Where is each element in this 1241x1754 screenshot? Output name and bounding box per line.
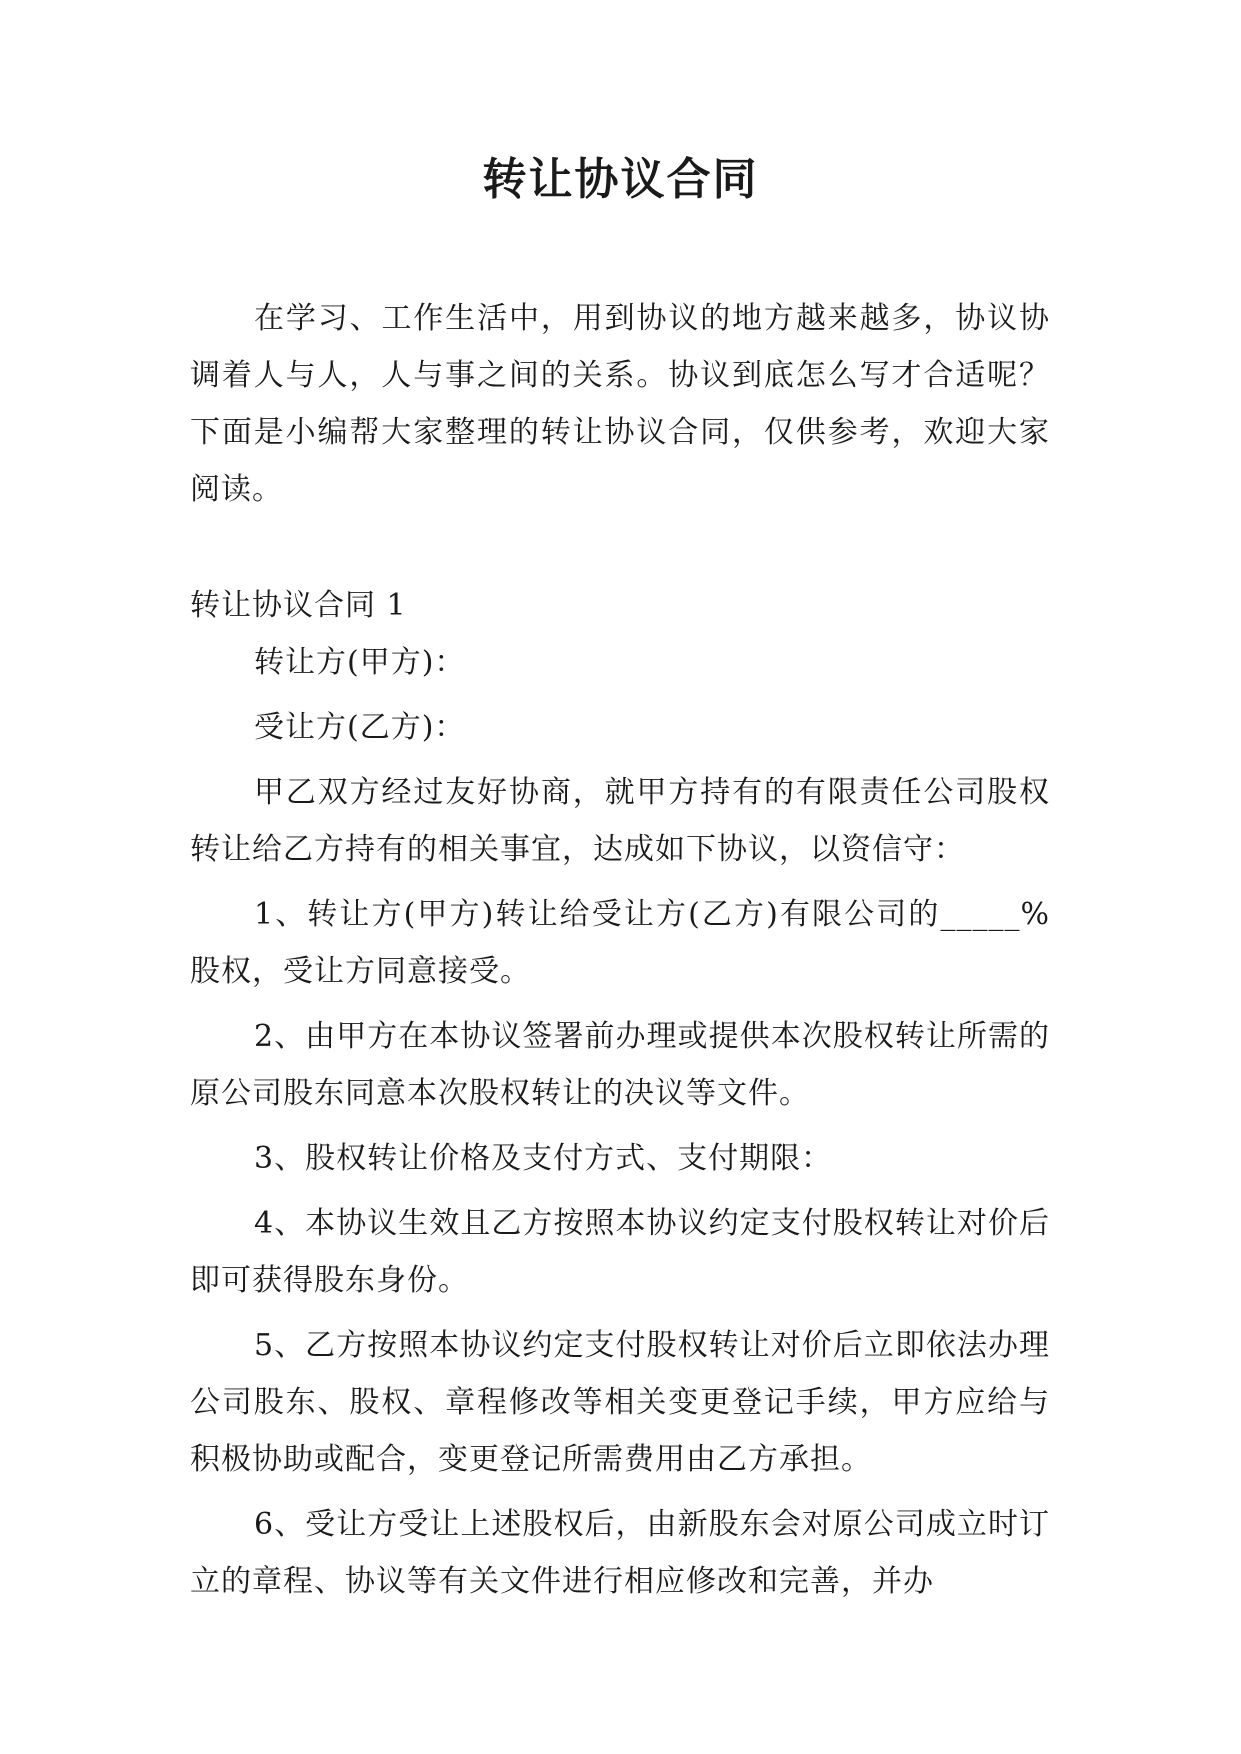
intro-paragraph: 在学习、工作生活中，用到协议的地方越来越多，协议协调着人与人，人与事之间的关系。协议到底怎么写才合适呢？下面是小编帮大家整理的转让协议合同，仅供参考，欢迎大家阅读。 [190, 301, 1050, 507]
clause-4: 4、本协议生效且乙方按照本协议约定支付股权转让对价后即可获得股东身份。 [190, 1206, 1050, 1298]
party-b-line: 受让方(乙方)： [254, 710, 466, 745]
contract-body [190, 634, 1050, 1610]
clause-3: 3、股权转让价格及支付方式、支付期限： [254, 1141, 833, 1176]
party-a-line: 转让方(甲方)： [254, 645, 466, 680]
clause-1: 1、转让方(甲方)转让给受让方(乙方)有限公司的_____%股权，受让方同意接受。 [190, 897, 1050, 989]
clause-6: 6、受让方受让上述股权后，由新股东会对原公司成立时订立的章程、协议等有关文件进行相应修改和完善，并办 [190, 1507, 1050, 1599]
clause-2: 2、由甲方在本协议签署前办理或提供本次股权转让所需的原公司股东同意本次股权转让的决议等文件。 [190, 1019, 1050, 1111]
preamble-paragraph: 甲乙双方经过友好协商，就甲方持有的有限责任公司股权转让给乙方持有的相关事宜，达成如下协议，以资信守： [190, 775, 1050, 867]
clause-5: 5、乙方按照本协议约定支付股权转让对价后立即依法办理公司股东、股权、章程修改等相关变更登记手续，甲方应给与积极协助或配合，变更登记所需费用由乙方承担。 [190, 1328, 1050, 1477]
document-title: 转让协议合同 [482, 154, 759, 205]
section-heading: 转让协议合同 1 [190, 588, 407, 623]
